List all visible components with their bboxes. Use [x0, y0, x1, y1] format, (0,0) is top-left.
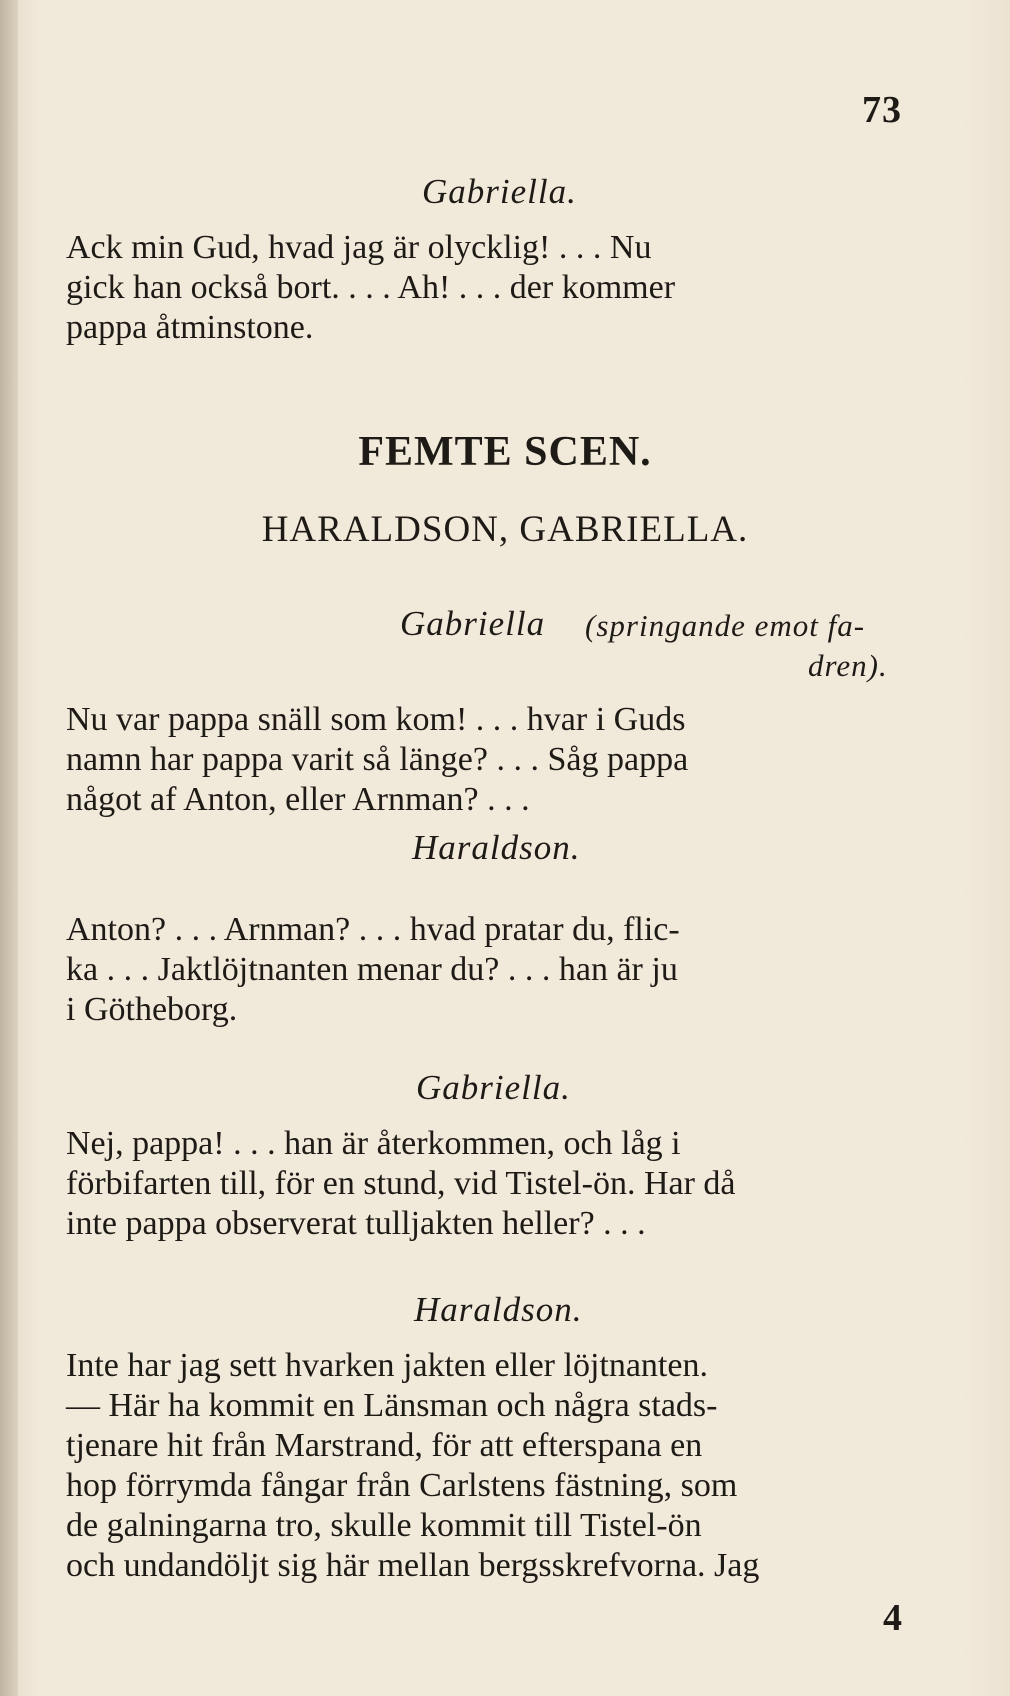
signature-mark: 4 — [883, 1597, 902, 1639]
dialogue-line: Nej, pappa! . . . han är återkommen, och låg i — [66, 1125, 681, 1162]
speaker-name: Gabriella. — [422, 172, 577, 211]
dialogue-line: ka . . . Jaktlöjtnanten menar du? . . . han är ju — [66, 951, 678, 988]
dialogue-line: tjenare hit från Marstrand, för att efterspana en — [66, 1427, 703, 1464]
dialogue-line: i Götheborg. — [66, 991, 238, 1028]
dialogue-line: Nu var pappa snäll som kom! . . . hvar i Guds — [66, 701, 686, 738]
dialogue-line: Ack min Gud, hvad jag är olycklig! . . . Nu — [66, 229, 652, 266]
scene-persons: HARALDSON, GABRIELLA. — [261, 509, 749, 550]
page-gutter — [0, 0, 18, 1696]
dialogue-line: pappa åtminstone. — [66, 309, 314, 346]
speaker-name: Haraldson. — [414, 1290, 583, 1329]
dialogue-line: något af Anton, eller Arnman? . . . — [66, 781, 530, 818]
dialogue-line: inte pappa observerat tulljakten heller? . . . — [66, 1205, 646, 1242]
dialogue-line: förbifarten till, för en stund, vid Tistel-ön. Har då — [66, 1165, 736, 1202]
speaker-name: Gabriella — [400, 604, 546, 643]
dialogue-line: hop förrymda fångar från Carlstens fästning, som — [66, 1467, 738, 1504]
dialogue-line: Anton? . . . Arnman? . . . hvad pratar du, flic- — [66, 911, 680, 948]
stage-direction: dren). — [808, 648, 888, 683]
speaker-name: Haraldson. — [412, 828, 581, 867]
dialogue-line: gick han också bort. . . . Ah! . . . der kommer — [66, 269, 676, 306]
scene-title: FEMTE SCEN. — [358, 429, 652, 475]
dialogue-line: — Här ha kommit en Länsman och några stads- — [66, 1387, 718, 1424]
speaker-name: Gabriella. — [416, 1068, 571, 1107]
dialogue-line: de galningarna tro, skulle kommit till Tistel-ön — [66, 1507, 702, 1544]
page-number: 73 — [862, 89, 902, 131]
dialogue-line: och undandöljt sig här mellan bergsskrefvorna. Jag — [66, 1547, 760, 1584]
dialogue-line: Inte har jag sett hvarken jakten eller löjtnanten. — [66, 1347, 708, 1384]
dialogue-line: namn har pappa varit så länge? . . . Såg pappa — [66, 741, 689, 778]
stage-direction: (springande emot fa- — [585, 608, 866, 643]
